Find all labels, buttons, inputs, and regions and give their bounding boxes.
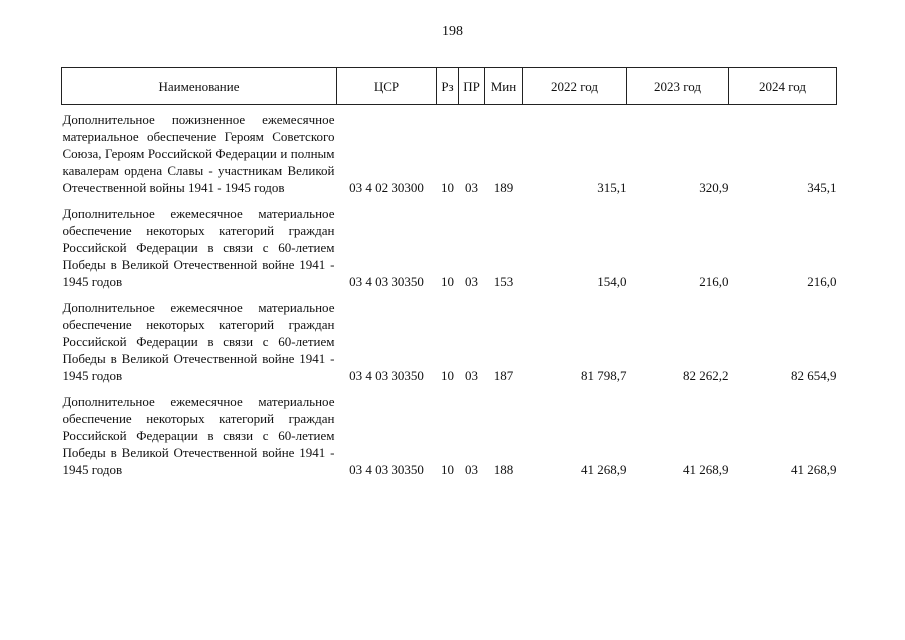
row-min: 188	[493, 462, 514, 477]
row-2022: 41 268,9	[581, 462, 627, 477]
row-2024: 345,1	[807, 180, 837, 195]
row-min: 153	[493, 274, 514, 289]
header-2023: 2023 год	[627, 68, 729, 105]
header-csr: ЦСР	[337, 68, 437, 105]
row-rz: 10	[441, 274, 454, 289]
row-name: Дополнительное ежемесячное материальное обеспечение некоторых категорий граждан Российской Федерации в связи с 60-летием Победы в Великой Отечественной войне 1941 - 1945 годов	[62, 394, 335, 477]
header-pr: ПР	[459, 68, 485, 105]
row-2022: 315,1	[597, 180, 627, 195]
table-header-row	[62, 68, 837, 105]
table-row	[62, 196, 837, 290]
table-row	[62, 384, 837, 478]
row-rz: 10	[441, 368, 454, 383]
row-2024: 41 268,9	[791, 462, 837, 477]
row-2023: 216,0	[699, 274, 729, 289]
header-2024: 2024 год	[729, 68, 837, 105]
row-pr: 03	[465, 368, 478, 383]
row-pr: 03	[465, 462, 478, 477]
row-2022: 81 798,7	[581, 368, 627, 383]
row-2023: 41 268,9	[683, 462, 729, 477]
row-2023: 320,9	[699, 180, 729, 195]
row-2024: 216,0	[807, 274, 837, 289]
page-number: 198	[442, 24, 463, 39]
row-name: Дополнительное пожизненное ежемесячное материальное обеспечение Героям Советского Союза, Героям Российской Федерации и полным кавалерам ордена Славы - участникам Великой Отечественной войны 1941 - 1945 годов	[62, 112, 335, 195]
row-pr: 03	[465, 180, 478, 195]
row-2024: 82 654,9	[791, 368, 837, 383]
row-csr: 03 4 03 30350	[349, 274, 424, 289]
row-name: Дополнительное ежемесячное материальное обеспечение некоторых категорий граждан Российской Федерации в связи с 60-летием Победы в Великой Отечественной войне 1941 - 1945 годов	[62, 206, 335, 289]
row-rz: 10	[441, 180, 454, 195]
row-pr: 03	[465, 274, 478, 289]
row-2022: 154,0	[597, 274, 627, 289]
row-csr: 03 4 03 30350	[349, 462, 424, 477]
row-rz: 10	[441, 462, 454, 477]
budget-table	[61, 67, 837, 478]
header-rz: Рз	[437, 68, 459, 105]
row-2023: 82 262,2	[683, 368, 729, 383]
row-csr: 03 4 02 30300	[349, 180, 424, 195]
table-row	[62, 105, 837, 197]
row-csr: 03 4 03 30350	[349, 368, 424, 383]
row-min: 189	[493, 180, 514, 195]
header-2022: 2022 год	[523, 68, 627, 105]
header-name: Наименование	[62, 68, 337, 105]
header-min: Мин	[485, 68, 523, 105]
table-row	[62, 290, 837, 384]
row-name: Дополнительное ежемесячное материальное обеспечение некоторых категорий граждан Российской Федерации в связи с 60-летием Победы в Великой Отечественной войне 1941 - 1945 годов	[62, 300, 335, 383]
row-min: 187	[493, 368, 514, 383]
